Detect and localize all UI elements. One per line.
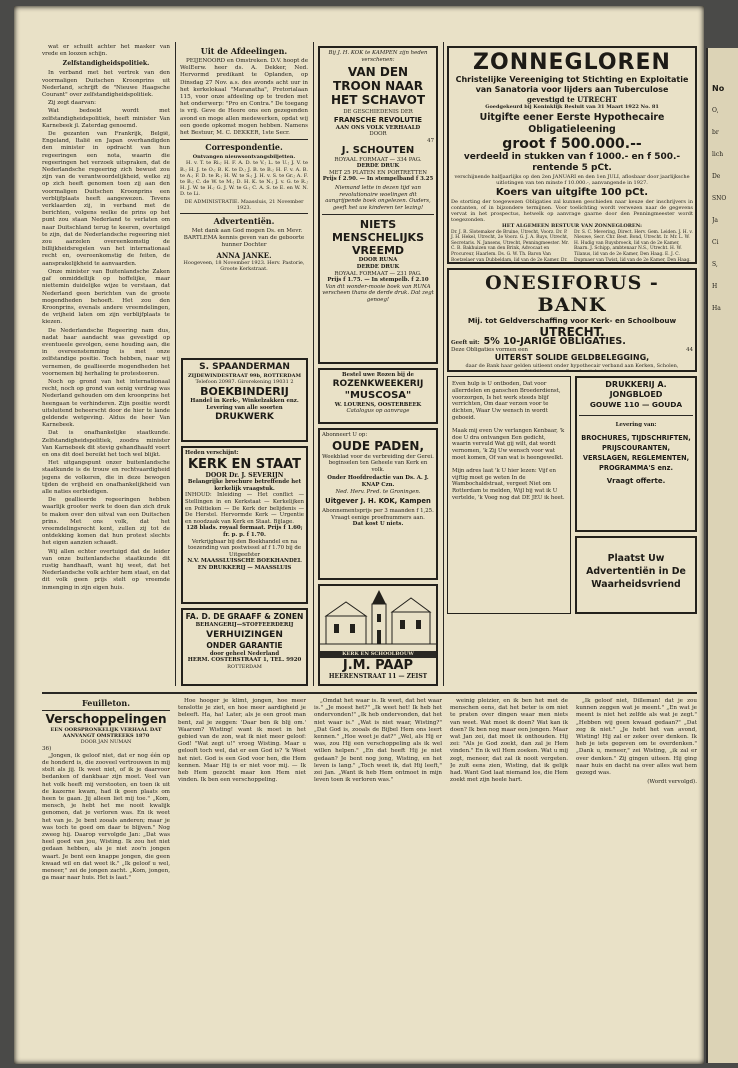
ad-ask: Vraagt offerte.	[606, 476, 666, 485]
zonnegloren-city: gevestigd te UTRECHT	[527, 95, 617, 104]
feuilleton-rule	[42, 692, 697, 694]
feuilleton-text: „Ik geloof niet, Dilleman! dat je zou kunnen zeggen wat je meent." „En wat je meent is niet het zelfde als wat je zegt." „Hebben wij geen kwaad gedaan?" „Dat zeg ik niet." „Je hebt het van avond, Wisting! Hij zal er zeker over denken. Ik heb je iets gegeven om te overdenken." „Dank u, meneer," zei Wisting, „ik zal er over denken." Zij gingen uiteen. Hij ging naar huis en dacht na over alles wat hem gezegd was.	[576, 698, 697, 777]
feuilleton-col-5	[576, 698, 697, 1058]
kerk-en-staat-ad	[181, 446, 308, 604]
ad-price: Abonnementsprijs per 3 maanden f 1,25. Vraagt eenige proefnummers aan.	[322, 508, 434, 521]
jongbloed-ad	[575, 376, 697, 532]
section-heading: Zelfstandigheidspolitiek.	[62, 60, 150, 68]
ad-intro: Abonneert U op:	[322, 432, 368, 438]
ad-items: BROCHURES, TIJDSCHRIFTEN, PRIJSCOURANTEN, VERSLAGEN, REGLEMENTEN, PROGRAMMA'S enz.	[581, 433, 691, 472]
feuilleton-text: „Omdat het waar is. Ik weet, dat het waar is." „Je moest het?" „Ik weet het! Ik heb het ondervonden!" „Ik heb ondervonden, dat het niet waar is." „Wat is niet waar, Wisting?" „Dat God is, zooals de Bijbel Hem ons leert kennen." „Hoe weet je dat?" „Wel, als Hij er was, zou Hij een verschoppeling als ik wel willen helpen." „En dat heeft Hij je niet gedaan? Je bent nog jong, Wisting, en het leven is lang." „Toch weet ik, dat Hij leeft," zei Jan. „Want ik heb Hem ontmoet in mijn leven toen ik verloren was."	[314, 698, 442, 784]
ad-publisher: N.V. MAASSLUISSCHE BOEKHANDEL EN DRUKKERIJ — MAASSLUIS	[187, 558, 302, 571]
left-column	[42, 44, 170, 684]
ad-line: Belangrijke brochure betreffende het kerkelijk vraagstuk.	[187, 479, 302, 492]
edge-fragment: No	[712, 84, 725, 93]
zonnegloren-decree: Goedgekeurd bij Koninklijk Besluit van 31 Maart 1922 No. 81	[485, 104, 659, 110]
oude-paden-ad	[318, 428, 438, 580]
ad-line: VERHUIZINGEN	[206, 629, 283, 640]
feuilleton-col-4	[450, 698, 568, 1058]
spaanderman-ad	[181, 358, 308, 442]
paragraph: Het uitgangspunt onzer buitenlandsche staatkunde is de trouw en rechtvaardigheid jegens de volkeren, die in deze bewogen tijden de vrijheid en onafhankelijkheid van alle naties eerbiedigen.	[42, 460, 170, 495]
newspaper-page	[14, 6, 704, 1064]
onesiforus-city: UTRECHT.	[539, 325, 605, 339]
paragraph: De gezanten van Frankrijk, België, Engeland, Italië en Japan overhandigden den minister in opdracht van hun regeeringen een nota, waarin die regeeringen het verzoek uitspraken, dat de Nederlandsche regeering zich bewust zou zijn van de verantwoordelijkheid, welke zij op zich heeft genomen toen zij aan den voormaligen Duitschen Kroonprins een verblijfplaats heeft aangewezen. Tevens verklaarden zij, in verband met de berichten, volgens welke de prins op het punt zou staan Nederland te verlaten om naar Duitschland terug te keeren, overtuigd te zijn, dat de Nederlandsche regeering niet zou aarzelen overeenkomstig de billijkheidsregelen van het internationaal recht en, overeenkomstig de feiten, de aansprakelijkheid te aanvaarden.	[42, 131, 170, 267]
ad-body: INHOUD: Inleiding — Het conflict — Stellingen in en Kerkstaat — Kerkelijken en Politieken — De Kerk der belijdenis — De Herstel. Hervormde Kerk — Urgentie en noodzaak van Kerk en Staat. Bijlage.	[185, 492, 304, 525]
ad-name: "MUSCOSA"	[344, 389, 412, 401]
afdeelingen-text: PEIJENOORD en Omstreken. D.V. hoopt de WelEerw. heer ds. A. Dekker, Ned. Hervormd predikant te Oplanden, op Dinsdag 27 Nov. a.s. des avonds acht uur in het kerkelokaal "Maranatha", Pretorialaan 115, voor onze afdeeling op te treden met het onderwerp: "Pro en Contra." De toegang is vrij. Geve de Heere ons een gezegenden avond en moge allen medewerken, opdat wij een goede opkomst mogen hebben. Namens het Bestuur, M. C. DEKKER, 1ste Secr.	[180, 58, 308, 137]
paragraph: De geallieerde regeeringen hebben waarlijk grooter werk te doen dan zich druk te maken over den uitval van een Duitschen prins. Met ons volk, dat het vreemdelingsrecht kent, zullen zij tot de ontdekking komen dat hun protest slechts het eigen aanzien schaadt.	[42, 497, 170, 547]
ad-title: S. SPAANDERMAN	[199, 362, 290, 372]
feuilleton-title: Verschoppelingen	[45, 712, 167, 726]
poem-ad	[447, 376, 571, 614]
paragraph: Zij zegt daarvan:	[48, 100, 96, 107]
ad-free: Dat kost U niets.	[352, 521, 404, 528]
ad-catalogue: Catalogus op aanvrage	[346, 408, 410, 415]
column-two	[180, 44, 308, 354]
ad-address: HERM. COSTERSTRAAT 1, TEL. 9920	[187, 657, 302, 664]
edge-fragment: O,	[712, 107, 719, 114]
edge-fragment: Ci	[712, 239, 719, 246]
book-druk: DERDE DRUK	[356, 163, 400, 170]
correspondentie-sub: Ontvangen nieuwsontvangsbiljetten.	[192, 154, 296, 161]
afdeelingen-title: Uit de Afdeelingen.	[200, 46, 288, 56]
poem-stanza: Even hulp is U ontboden, Dat voor allerrdelen en ganschen Broederdienst, voorzorgen, Is het werk steeds blijf verrichten, Om daar verzen voor te dichten, Waar Uw wensch in wordt geboeid.	[452, 381, 561, 421]
book-format: ROYAAL FORMAAT — 334 PAG.	[334, 156, 422, 163]
book-price: Prijs f 2.90. — In stempelband f 3.25	[322, 176, 434, 183]
edge-fragment: H	[712, 283, 718, 290]
feuilleton-text: „Jongen, ik geloof niet, dat er nog één op de honderd is, die zooveel vertrouwen in mij stelt als jij. Ik weet niet, of ik je daarvoor bedanken of dankbaar zijn moet. Veel van het volk heeft mij verstooten, en toen ik uit de kazerne kwam, had ik geen plaats om heen te gaan. Jij alleen liet mij toe." „Kom, mensch, je hebt het me nooit kwalijk genomen, dat je verloren was. En ik weet het van je. Je bent zooals anderen; maar je was toch te goed om daar te blijven." Nog zweeg hij. Daarop vervolgde Jan: „Dat was heel goed van jou, Wisting. Ik zou het niet gedaan hebben, als je niet zoo'n jongen waart. Je bent een knappe jongen, die geen kwaad wil en dat weet ik." „Ik geloof u wel, meneer," zei de jongen zacht. „Kom, jongen, ga maar naar huis. Het is laat."	[42, 752, 170, 882]
intro-text: wat er schuilt achter het masker van vrede en loozen schijn.	[42, 44, 170, 58]
ad-title: KERK EN STAAT	[187, 456, 302, 472]
zonnegloren-issue: Uitgifte eener Eerste Hypothecaire Obligatieleening	[479, 112, 665, 136]
advertentie-place: Hoogeveen, 18 November 1923. Herv. Pastorie, Groote Kerkstraat.	[183, 259, 305, 272]
ad-title: OUDE PADEN,	[331, 438, 425, 453]
paragraph: De Nederlandsche Regeering nam dus, nadat haar aandacht was gevestigd op eventueele gevolgen, eene houding aan, die in overeenstemming is met onze zelfstandige positie. Toch hebben, naar wij vernemen, de geallieerde mogendheden het voornemen bij herhaling te protesteeren.	[42, 327, 170, 377]
book-sub: AAN ONS VOLK VERHAALD	[335, 124, 421, 131]
edge-fragment: br	[712, 129, 719, 136]
ad-line: Handel in Kerk-, Winkelzakken enz.	[190, 398, 299, 405]
zonnegloren-body: De storting der toegewezen Obligaties zal kunnen geschieden naar keuze der inschrijvers in contanten, of in bijzondere termijnen. Voor toelichting wordt verwezen naar de gegevens vervat in het prospectus, hetwelk op aanvrage gaarne door den Penningmeester wordt toegezonden.	[451, 198, 693, 224]
divider	[579, 415, 693, 416]
feuilleton-col-1	[42, 696, 170, 1058]
edge-fragment: Ja	[712, 217, 718, 224]
zonnegloren-parts: verdeeld in stukken van f 1000.- en f 500.-	[463, 152, 681, 163]
paragraph: Dat is onafhankelijke staatkunde. Zelfstandigheidspolitiek, zoodra minister Van Karnebeek dit stevig gehandhaafd voert en ons dit doel bereikt het toch wel blijkt.	[42, 430, 170, 458]
poem-stanza: Maak mij even Uw verlangen Kenbaar, 'k doe U dra ontvangen Een gedicht, waarin vervuld Wat gij wilt, dat wordt vernomen, 'k Zij Uw wensch voor wat moet komen, Of van wat is heengewelkt.	[452, 427, 565, 461]
divider	[322, 214, 434, 215]
divider	[180, 213, 308, 214]
ad-address: HEERENSTRAAT 11 — ZEIST	[328, 672, 428, 680]
edge-fragment: S,	[712, 261, 718, 268]
ad-city: ROTTERDAM	[227, 663, 262, 670]
edge-fragment: De	[712, 173, 721, 180]
divider	[180, 139, 308, 140]
paap-ad	[318, 584, 438, 686]
paragraph: Noch op grond van het internationaal recht, noch op grond van eenig verdrag was Nederland gehouden om den kroonprins het heengaan te verhinderen. Zijn positie wordt uitsluitend beheerscht door de hier te lande geldende wetgeving. Aldus de heer Van Karnebeek.	[42, 378, 170, 429]
kok-books-ad	[318, 46, 438, 364]
book-price: Prijs f 1.75. — In stempelb. f 2.10	[327, 277, 429, 284]
correspondentie-title: Correspondentie.	[205, 142, 283, 153]
ad-phone: Telefoon 20987. Girorekening 19031 2	[195, 379, 294, 386]
book-sub: FRANSCHE REVOLUTIE	[333, 115, 423, 124]
ad-address: GOUWE 110 — GOUDA	[589, 400, 683, 409]
zonnegloren-amount: groot f 500.000.--	[502, 136, 642, 153]
solide: UITERST SOLIDE GELDBELEGGING,	[494, 353, 650, 363]
book-author: J. SCHOUTEN	[341, 144, 415, 156]
ad-publisher: Uitgever J. H. KOK, Kampen	[325, 497, 431, 506]
obligaties: 5% 10-JARIGE OBLIGATIES.	[483, 336, 626, 347]
ad-title: DRUKKERIJ A. JONGBLOED	[605, 380, 667, 399]
zonnegloren-title: ZONNEGLOREN	[473, 50, 671, 75]
ad-sub: BEHANGERIJ—STOFFEERDERIJ	[195, 622, 294, 628]
book-title: VAN DEN TROON NAAR HET SCHAVOT	[330, 65, 426, 108]
book-door: DOOR	[369, 131, 387, 138]
column-rule	[313, 42, 314, 686]
ad-text: Weekblad voor de verbreiding der Gerei. beginselen ten Geheele van Kerk en volk.	[322, 453, 434, 473]
ad-order: Verkrijgbaar bij den Boekhandel en na toezending van postwissel af f 1.70 bij de Uitgeefster	[187, 538, 302, 558]
onesiforus-sub: Mij. tot Geldverschaffing voor Kerk- en Schoolbouw	[467, 316, 677, 325]
bestuur-list: Dr. S. C. Mevering, Direct. Herv. Gem. Leiden. J. H. v. Nieuwe, Secr. Chr. Best. Bond, Utrecht. Ir. Mr. L. W. H. Hudig van Ruysbroeck, lid van de 2e Kamer, Baarn. J. Schipp, ambtenaar N.S., Utrecht. H. W. Tilanus, lid van de 2e Kamer, Den Haag. E. J. C. Dupmaer van Twist, lid van de 2e Kamer, Den Haag.	[574, 229, 693, 263]
edge-fragment: Ha	[712, 305, 721, 312]
column-rule	[175, 42, 176, 686]
paragraph: Wij allen echter overtuigd dat de leider van onze buitenlandsche staatkunde dit rustig handhaaft, want hij weet, dat het Nederlandsche volk achter hem staat, en dat dit volk geen prijs stelt op vreemde inmenging in zijn eigen huis.	[42, 548, 170, 591]
ad-intro: Bij J. H. KOK te KAMPEN zijn heden verschenen:	[328, 50, 428, 63]
plaatst-text: Plaatst Uw Advertentiën in De Waarheidsvriend	[586, 553, 686, 590]
book-title: NIETS MENSCHELIJKS VREEMD	[331, 218, 425, 258]
feuilleton-text: Hoe hooger je klimt, jongen, hoe meer tenslotte je ziet, en hoe meer aardigheid je beleeft. Ha, ha! Later, als je een groot man bent, zal je zeggen: 'Daar ben ik blij om.' Waarom? Wisting! want ik moet in het gebied van de zon, wat ik niet meer geloof: God! "Wat zegt u!" vroeg Wisting. Maar u gelooft toch wel, dat er een God is? 'k Weet het niet. God is een God voor hen, die Hem kennen. Maar Hij is er niet voor mij. — Ik heb Hem gezocht maar kon Hem niet vinden. Ik ben een verschoppeling.	[178, 698, 306, 784]
feuilleton-text: weinig pleizier, en ik ben het met de menschen eens, dat het beter is om niet te praten over dingen waar men niets van weet. Wat moet ik doen? Wat kan ik doen? Ik ben nog maar een jongen. Maar wat Jan zei, dat moet ik onthouden. Hij zei: "Als je God zoekt, dan zal je Hem vinden." En ik wil Hem zoeken. Wat u mij zegt, meneer, dat zal ik nooit vergeten. Je zult eens zien, Wisting, dat ik gelijk had. Want God laat niemand los, die Hem zoekt met zijn heele hart.	[450, 698, 568, 784]
feuilleton-label: Feuilleton.	[82, 698, 130, 708]
paragraph: Wat bedoeld wordt met zelfstandigheidspolitiek, heeft minister Van Karnebeek jl. Zaterdag genoemd.	[42, 108, 170, 129]
rozen-ad	[318, 368, 438, 424]
book-sub: DE GESCHIEDENIS DER	[343, 109, 413, 116]
zonnegloren-sub: Christelijke Vereeniging tot Stichting en Exploitatie van Sanatoria voor lijders aan Tuberculose	[455, 75, 689, 94]
ad-line: ONDER GARANTIE	[206, 640, 283, 650]
zonnegloren-coupon: verschijnende halfjaarlijks op den 2en JANUARI en den 1en JULI, aflosbaar door jaarlijksche uitlotingen van ten minste f 10.000.-, aanvangende in 1927.	[454, 174, 690, 187]
geeft-label: Geeft uit:	[451, 340, 480, 346]
ad-label: KERK EN SCHOOLBOUW	[320, 651, 436, 658]
column-rule	[443, 42, 444, 686]
poem-stanza: Mijn adres laat 'k U hier lezen: Vijf en vijftig moet ge weten In de Wambochaldstraat, vergeet Niet om Rotterdam te melden, Wijl bij wat ik U vertelde, 'k Voeg nog dat DE JEU ik heet.	[452, 467, 565, 501]
ad-title: ROZENKWEEKERIJ	[332, 378, 424, 389]
bestuur-list: Dr. J. R. Slotemaker de Bruine, Utrecht, Voorz. Dr. P. J. H. Hekel, Utrecht, 2e Voorz. G. J. A. Ruys, Utrecht, Secretaris. N. Jansens, Utrecht, Penningmeester. Mr. C. B. Bakhuizen van den Brink, Advocaat en Procureur, Haarlem. Ds. G. W. Th. Baron Van Boetzelaer van Dubbeldam, lid van de 2e Kamer. Dr.	[451, 229, 569, 263]
book-plates: MET 25 PLATEN EN PORTRETTEN	[328, 169, 427, 176]
book-note: Van dit wonder-mooie boek van RUNA verscheen thans de derde druk. Dat zegt genoeg!	[322, 283, 434, 303]
book-author: DOOR RUNA	[358, 257, 398, 264]
ad-editor: Ned. Herv. Pred. te Groningen.	[335, 488, 421, 495]
feuilleton-sub: EEN OORSPRONKELIJK VERHAAL DAT AANVANGT OMSTREEKS 1870	[50, 727, 162, 740]
ad-author: DOOR Dr. J. SEVERIJN	[205, 471, 284, 479]
ad-title: FA. D. DE GRAAFF & ZONEN	[185, 612, 304, 621]
advertentie-text: Met dank aan God mogen Ds. en Mevr. BARTLEMA kennis geven van de geboorte hunner Dochter	[183, 228, 305, 249]
divider	[42, 710, 170, 711]
bestuur-title: HET ALGEMEEN BESTUUR VAN ZONNEGLOREN:	[502, 223, 642, 230]
ad-address: W. LOURENS, OOSTERBEEK	[334, 401, 422, 408]
book-note: Niemand lette in dezen tijd van revolutionaire woelingen dit aangrijpende boek ongelezen. Ouders, geeft het uw kinderen ter lezing!	[325, 184, 431, 211]
ad-line: Levering van alle soorten	[206, 405, 283, 411]
church-illustration	[320, 586, 436, 648]
obl-num: 44	[686, 346, 693, 353]
zonnegloren-interest: rentende 5 pCt.	[532, 163, 612, 174]
onesiforus-title: ONESIFORUS - BANK	[485, 272, 659, 316]
ad-editor: Onder Hoofdredactie van Ds. A. J. KNAP Czn.	[327, 475, 429, 488]
ad-line: DRUKWERK	[215, 411, 274, 422]
feuilleton-col-3	[314, 698, 442, 1058]
advertentien-title: Advertentiën.	[213, 216, 275, 227]
edge-text	[712, 78, 738, 978]
feuilleton-num: 36)	[42, 745, 52, 752]
feuilleton-author: DOOR JAN NUMAN	[80, 739, 132, 746]
ad-line: door geheel Nederland	[209, 650, 280, 657]
book-druk: DERDE DRUK	[356, 263, 400, 270]
ad-intro: Bestel uwe Rozen bij de	[342, 372, 414, 378]
plaatst-ad	[575, 536, 697, 614]
paragraph: In verband met het vertrek van den voormaligen Duitschen Kroonprins uit Nederland, schrijft de "Nieuwe Haagsche Courant" over zelfstandigheidspolitiek.	[42, 70, 170, 99]
edge-fragment: SNO	[712, 195, 727, 202]
book-format: ROYAAL FORMAAT — 231 PAG.	[334, 270, 422, 277]
book-num: 47	[427, 137, 434, 144]
graaff-ad	[181, 608, 308, 686]
obl-note: Deze Obligaties vormen een	[451, 346, 529, 353]
ad-address: ZIJDEWINDESTRAAT 99b, ROTTERDAM	[187, 373, 302, 379]
ad-line: BOEKBINDERIJ	[200, 385, 289, 399]
feuilleton-col-2	[178, 698, 306, 1058]
zonnegloren-koers: Koers van uitgifte 100 pCt.	[495, 186, 649, 198]
correspondentie-text: H. v. T. te Ri.; H. F. A. D. te V.; L. te U.; J. V. te B.; H. J. te O.; B. K. te D.; J. B. te B.; H. F. v. A. B. te A.; F. D. te R.; H. W. te S.; J. H. v. S. te Gr.; A. F. te B.; C. de W. te M.; D. H. K. te N.; J. v. G. te R.; H. J. W. te H.; G. J. W. te G.; C. A. S. te E. en W. N. D. te Li.	[180, 160, 308, 198]
ad-name: J.M. PAAP	[342, 657, 414, 673]
onesiforus-ad	[447, 268, 697, 372]
ad-intro: Heden verschijnt:	[185, 450, 239, 456]
adjacent-page-edge	[706, 48, 738, 1063]
advertentie-name: ANNA JANKE.	[216, 250, 272, 260]
edge-fragment: lich	[712, 151, 724, 158]
paragraph: Onze minister van Buitenlandsche Zaken gaf onmiddellijk op hoffelijke, maar niettemin duidelijke wijze te verstaan, dat Nederland geen berichten van de groote mogendheden behoeft. Het zou den Kroonprins, evenals andere vreemdelingen, de vrijheid laten om zijn verblijfplaats te kiezen.	[42, 268, 170, 326]
ad-price: 128 blads. royaal formaat. Prijs f 1.60; fr. p. p. f 1.70.	[186, 525, 303, 538]
solide-text: daar de Bank haar gelden uitleent onder hypothecair verband aan Kerken, Scholen,	[465, 363, 679, 370]
zonnegloren-ad	[447, 46, 697, 264]
feuilleton-vervolg: (Wordt vervolgd).	[647, 779, 697, 786]
ad-sub: Levering van:	[615, 422, 657, 428]
administratie: DE ADMINISTRATIE. Maassluis, 21 November 1923.	[184, 198, 304, 211]
